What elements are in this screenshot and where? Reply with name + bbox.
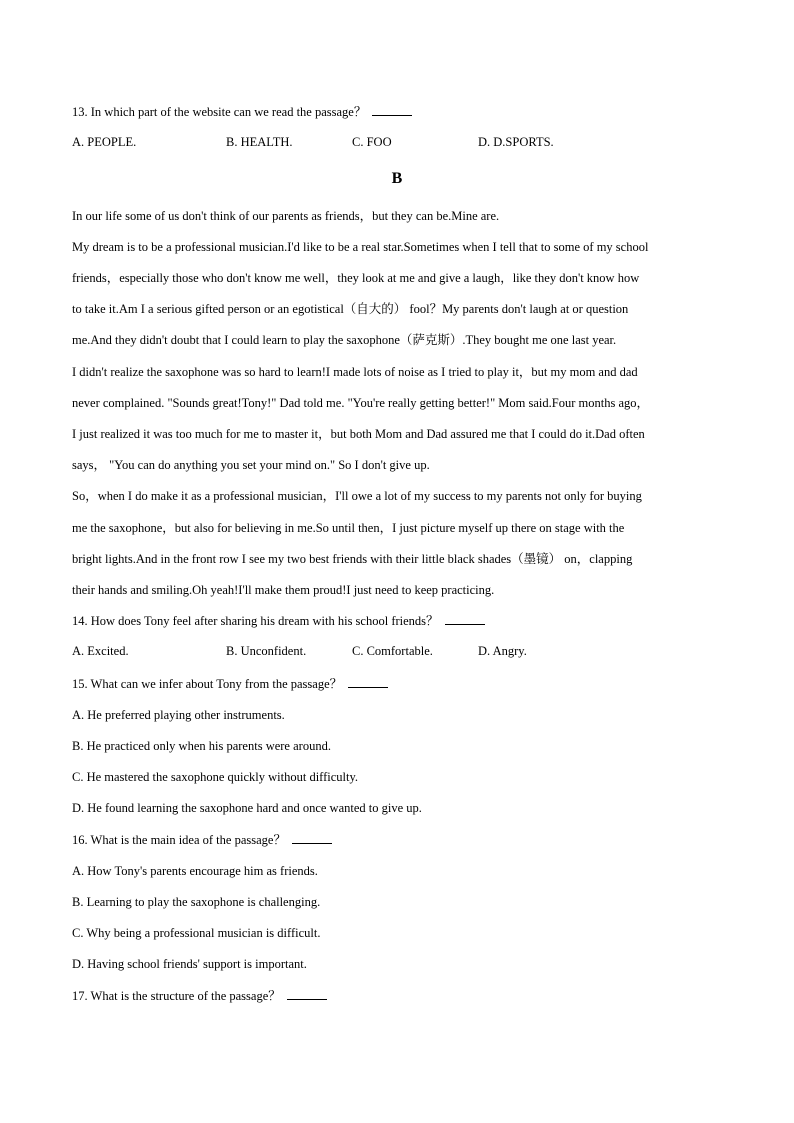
question-number: 15. xyxy=(72,677,88,691)
question-17 xyxy=(72,988,732,1004)
option-a: A. How Tony's parents encourage him as friends. xyxy=(72,864,318,878)
passage-line: me the saxophone，but also for believing in me.So until then，I just picture myself up there on stage with the xyxy=(72,521,625,535)
answer-blank[interactable] xyxy=(445,614,485,625)
option-b: B. Unconfident. xyxy=(226,644,307,658)
passage-line: friends，especially those who don't know me well，they look at me and give a laugh，like they don't know how xyxy=(72,271,640,285)
option-c: C. FOO xyxy=(352,135,392,149)
question-number: 14. xyxy=(72,614,88,628)
passage-line: I just realized it was too much for me to master it，but both Mom and Dad assured me that I could do it.Dad often xyxy=(72,427,645,441)
option-b: B. He practiced only when his parents were around. xyxy=(72,739,331,753)
question-14 xyxy=(72,613,732,629)
question-15 xyxy=(72,676,732,692)
option-d: D. Having school friends' support is important. xyxy=(72,957,307,971)
answer-blank[interactable] xyxy=(292,833,332,844)
passage-line: In our life some of us don't think of our parents as friends，but they can be.Mine are. xyxy=(72,209,500,223)
question-text: What can we infer about Tony from the passage？ xyxy=(90,677,343,691)
question-number: 16. xyxy=(72,833,88,847)
question-number: 13. xyxy=(72,105,88,119)
answer-blank[interactable] xyxy=(348,677,388,688)
question-16 xyxy=(72,832,732,848)
option-d: D. D.SPORTS. xyxy=(478,135,554,149)
option-c: C. He mastered the saxophone quickly without difficulty. xyxy=(72,770,359,784)
passage-line: me.And they didn't doubt that I could learn to play the saxophone（萨克斯）.They bought me one last year. xyxy=(72,333,617,347)
passage-line: So，when I do make it as a professional musician，I'll owe a lot of my success to my parents not only for buying xyxy=(72,489,642,503)
question-13 xyxy=(72,104,732,120)
passage-line: My dream is to be a professional musician.I'd like to be a real star.Sometimes when I tell that to some of my school xyxy=(72,240,649,254)
answer-blank[interactable] xyxy=(287,989,327,1000)
section-title: B xyxy=(391,170,403,187)
question-text: How does Tony feel after sharing his dream with his school friends？ xyxy=(90,614,439,628)
option-b: B. Learning to play the saxophone is challenging. xyxy=(72,895,321,909)
answer-blank[interactable] xyxy=(372,105,412,116)
option-c: C. Why being a professional musician is difficult. xyxy=(72,926,321,940)
question-number: 17. xyxy=(72,989,88,1003)
option-d: D. He found learning the saxophone hard and once wanted to give up. xyxy=(72,801,422,815)
passage-line: never complained. "Sounds great!Tony!" Dad told me. "You're really getting better!" Mom said.Four months ago， xyxy=(72,396,650,410)
passage-line: bright lights.And in the front row I see my two best friends with their little black shades（墨镜） on，clapping xyxy=(72,552,633,566)
option-a: A. He preferred playing other instruments. xyxy=(72,708,285,722)
option-d: D. Angry. xyxy=(478,644,527,658)
passage-line: says， "You can do anything you set your mind on." So I don't give up. xyxy=(72,458,430,472)
question-text: In which part of the website can we read the passage？ xyxy=(90,105,367,119)
option-a: A. PEOPLE. xyxy=(72,135,137,149)
passage-line: their hands and smiling.Oh yeah!I'll make them proud!I just need to keep practicing. xyxy=(72,583,495,597)
option-c: C. Comfortable. xyxy=(352,644,433,658)
option-a: A. Excited. xyxy=(72,644,129,658)
passage-line: I didn't realize the saxophone was so hard to learn!I made lots of noise as I tried to play it，but my mom and dad xyxy=(72,365,638,379)
question-text: What is the structure of the passage？ xyxy=(90,989,281,1003)
option-b: B. HEALTH. xyxy=(226,135,293,149)
question-text: What is the main idea of the passage？ xyxy=(90,833,286,847)
passage-line: to take it.Am I a serious gifted person or an egotistical（自大的） fool？My parents don't laugh at or question xyxy=(72,302,629,316)
